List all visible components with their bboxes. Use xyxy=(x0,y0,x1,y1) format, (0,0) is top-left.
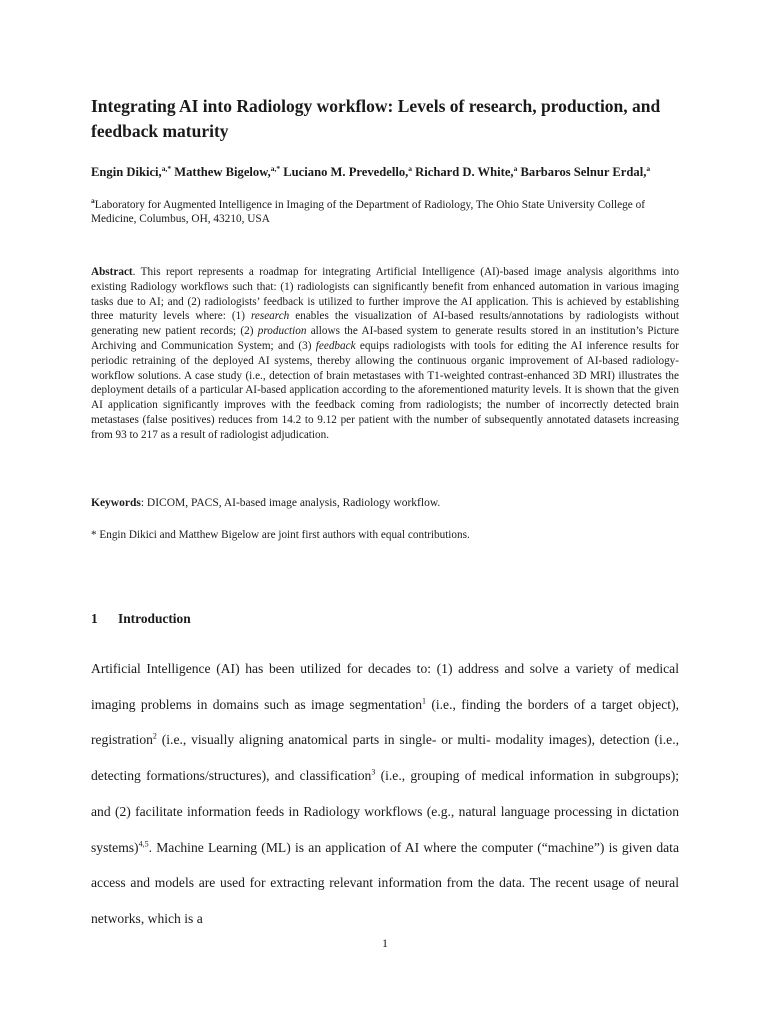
abstract-text: allows the AI-based system to generate results stored in an institution’s Picture Archiving and Communication System; and (3) xyxy=(91,325,679,352)
abstract-text: equips radiologists with tools for editing the AI inference results for periodic retraining of the deployed AI systems, thereby allowing the continuous organic improvement of AI-based radiology-workflow solutions. A case study (i.e., detection of brain metastases with T1-weighted contrast-enhanced 3D MRI) illustrates the deployment details of a particular AI-based application according to the aforementioned maturity levels. It is shown that the given AI application significantly improves with the feedback coming from radiologists; the number of incorrectly detected brain metastases (false positives) reduces from 14.2 to 9.12 per patient with the number of subsequently annotated datasets increasing from 93 to 217 as a result of radiologist adjudication. xyxy=(91,339,679,441)
section-number: 1 xyxy=(91,611,98,626)
author-name: Matthew Bigelow, xyxy=(171,165,271,180)
author-name: Richard D. White, xyxy=(412,165,514,180)
author-name: Luciano M. Prevedello, xyxy=(280,165,409,180)
author-name: Barbaros Selnur Erdal, xyxy=(517,165,647,180)
abstract-text: . This report represents a roadmap for integrating Artificial Intelligence (AI)-based image analysis algorithms into existing Radiology workflows such that: (1) radiologists can significantly benefit from enhanced automation in various imaging tasks due to AI; and (2) radiologists’ feedback is utilized to further improve the AI application. This is achieved by establishing three maturity levels where: (1) xyxy=(91,266,679,323)
section-heading xyxy=(91,610,679,628)
author-footnote: * Engin Dikici and Matthew Bigelow are joint first authors with equal contributions. xyxy=(91,529,470,541)
affiliation-mark: a xyxy=(91,196,95,205)
citation: 1 xyxy=(422,696,427,706)
introduction-paragraph xyxy=(91,651,679,937)
abstract-term-research: research xyxy=(250,310,290,323)
author-affiliation-mark: a,* xyxy=(270,164,281,173)
citation: 4,5 xyxy=(138,838,149,848)
page-number: 1 xyxy=(382,936,388,950)
abstract-term-production: production xyxy=(257,325,307,338)
affiliation xyxy=(91,194,679,227)
author-affiliation-mark: a xyxy=(408,164,413,173)
citation: 3 xyxy=(371,767,376,777)
author-affiliation-mark: a,* xyxy=(161,164,172,173)
abstract xyxy=(91,265,679,443)
abstract-text: enables the visualization of AI-based results/annotations by radiologists without generating new patient records; (2) xyxy=(91,310,679,338)
body-text: (i.e., finding the borders of a target object), registration xyxy=(91,696,679,748)
body-text: . Machine Learning (ML) is an application of AI where the computer (“machine”) is given data access and models are used for extracting relevant information from the data. The recent usage of neural networks, which is a xyxy=(91,839,679,926)
abstract-label: Abstract xyxy=(91,266,133,278)
body-text: (i.e., visually aligning anatomical parts in single- or multi- modality images), detection (i.e., detecting formations/structures), and classification xyxy=(91,732,679,784)
author-affiliation-mark: a xyxy=(646,164,651,173)
author-list xyxy=(91,160,679,182)
abstract-term-feedback: feedback xyxy=(315,339,356,352)
author-affiliation-mark: a xyxy=(513,164,518,173)
body-text: (i.e., grouping of medical information in subgroups); and (2) facilitate information feeds in Radiology workflows (e.g., natural language processing in dictation systems) xyxy=(91,768,679,855)
section-title: Introduction xyxy=(118,611,191,626)
keywords-label: Keywords xyxy=(91,497,141,509)
paper-title: Integrating AI into Radiology workflow: Levels of research, production, and feedback maturity xyxy=(91,96,661,141)
author-name: Engin Dikici, xyxy=(91,165,162,180)
keywords xyxy=(91,496,679,511)
affiliation-text: Laboratory for Augmented Intelligence in Imaging of the Department of Radiology, The Ohio State University College of Medicine, Columbus, OH, 43210, USA xyxy=(91,198,646,226)
citation: 2 xyxy=(152,731,157,741)
keywords-text: : DICOM, PACS, AI-based image analysis, Radiology workflow. xyxy=(140,497,441,509)
body-text: Artificial Intelligence (AI) has been utilized for decades to: (1) address and solve a variety of medical imaging problems in domains such as image segmentation xyxy=(91,661,679,712)
